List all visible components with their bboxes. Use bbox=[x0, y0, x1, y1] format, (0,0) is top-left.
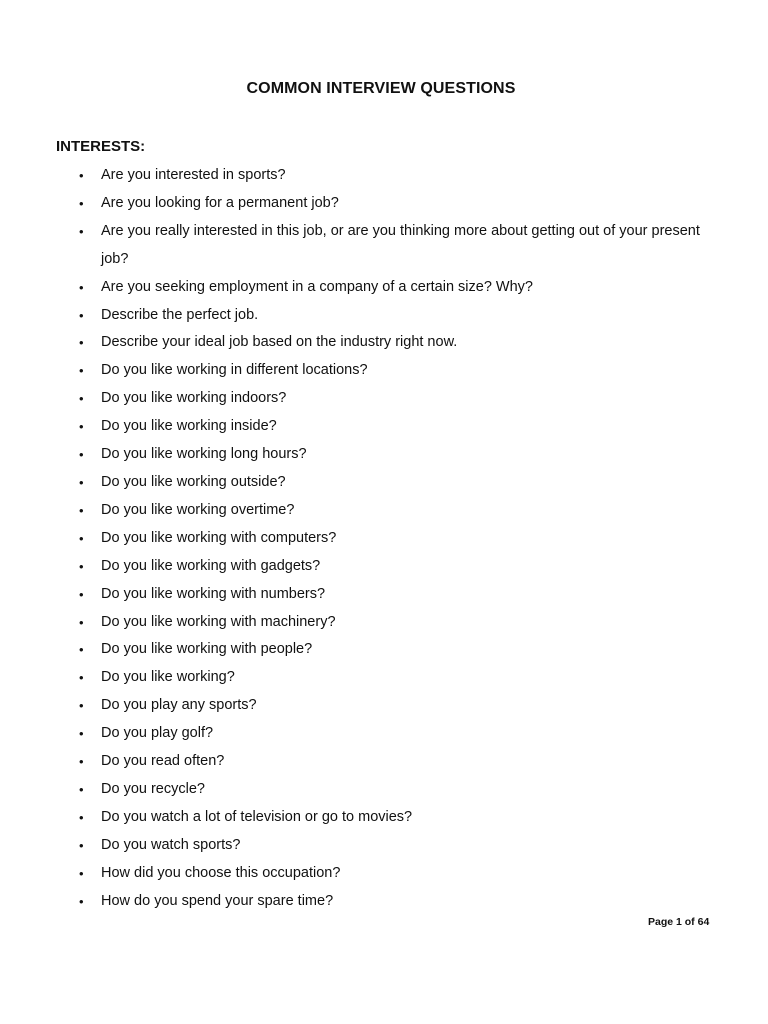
bullet-icon: • bbox=[79, 809, 84, 825]
list-item bbox=[0, 302, 700, 330]
list-item bbox=[0, 497, 700, 525]
question-text: Do you like working? bbox=[101, 669, 235, 686]
question-text: Describe your ideal job based on the industry right now. bbox=[101, 334, 458, 351]
question-text: Do you like working with numbers? bbox=[101, 585, 326, 602]
question-text: Do you like working inside? bbox=[101, 418, 277, 435]
list-item bbox=[0, 553, 700, 581]
list-item bbox=[0, 525, 700, 553]
list-item bbox=[0, 413, 700, 441]
question-text: How do you spend your spare time? bbox=[101, 892, 334, 909]
question-text: Do you recycle? bbox=[101, 780, 205, 797]
page-title: COMMON INTERVIEW QUESTIONS bbox=[246, 80, 516, 97]
bullet-icon: • bbox=[79, 530, 84, 546]
bullet-icon: • bbox=[79, 307, 84, 323]
bullet-icon: • bbox=[79, 893, 84, 909]
question-text: Do you like working with machinery? bbox=[101, 613, 336, 630]
bullet-icon: • bbox=[79, 447, 84, 463]
question-text: Do you like working with computers? bbox=[101, 529, 337, 546]
list-item bbox=[0, 190, 700, 218]
list-item bbox=[0, 162, 700, 190]
question-text: Do you like working outside? bbox=[101, 473, 286, 490]
bullet-icon: • bbox=[79, 391, 84, 407]
bullet-icon: • bbox=[79, 474, 84, 490]
list-item bbox=[0, 609, 700, 637]
question-text: Are you looking for a permanent job? bbox=[101, 194, 339, 211]
bullet-icon: • bbox=[79, 698, 84, 714]
bullet-icon: • bbox=[79, 642, 84, 658]
bullet-icon: • bbox=[79, 781, 84, 797]
question-text: Do you like working with gadgets? bbox=[101, 557, 321, 574]
bullet-icon: • bbox=[79, 558, 84, 574]
bullet-icon: • bbox=[79, 670, 84, 686]
bullet-icon: • bbox=[79, 837, 84, 853]
bullet-icon: • bbox=[79, 586, 84, 602]
list-item bbox=[0, 441, 700, 469]
list-item bbox=[0, 832, 700, 860]
bullet-icon: • bbox=[79, 419, 84, 435]
question-text: Do you play any sports? bbox=[101, 697, 257, 714]
bullet-icon: • bbox=[79, 168, 84, 183]
bullet-icon: • bbox=[79, 865, 84, 881]
bullet-icon: • bbox=[79, 502, 84, 518]
bullet-icon: • bbox=[79, 726, 84, 742]
question-text: Do you read often? bbox=[101, 753, 225, 770]
bullet-icon: • bbox=[79, 335, 84, 351]
question-list bbox=[0, 162, 700, 915]
question-text: Are you seeking employment in a company of a certain size? Why? bbox=[101, 278, 533, 295]
list-item bbox=[0, 888, 700, 916]
bullet-icon: • bbox=[79, 614, 84, 630]
question-text: Do you like working with people? bbox=[101, 641, 313, 658]
bullet-icon: • bbox=[79, 279, 84, 295]
list-item bbox=[0, 748, 700, 776]
question-text: Do you like working indoors? bbox=[101, 390, 287, 407]
bullet-icon: • bbox=[79, 754, 84, 770]
list-item bbox=[0, 636, 700, 664]
list-item bbox=[0, 720, 700, 748]
list-item bbox=[0, 469, 700, 497]
question-text: Are you really interested in this job, or are you thinking more about getting out of your present job? bbox=[101, 222, 700, 267]
list-item bbox=[0, 385, 700, 413]
list-item bbox=[0, 329, 700, 357]
question-text: Do you watch sports? bbox=[101, 836, 241, 853]
question-text: Are you interested in sports? bbox=[101, 167, 286, 183]
list-item bbox=[0, 357, 700, 385]
question-text: How did you choose this occupation? bbox=[101, 864, 341, 881]
list-item bbox=[0, 581, 700, 609]
bullet-icon: • bbox=[79, 195, 84, 211]
question-text: Describe the perfect job. bbox=[101, 306, 259, 323]
bullet-icon: • bbox=[79, 223, 84, 239]
page-number: Page 1 of 64 bbox=[648, 916, 710, 928]
list-item bbox=[0, 804, 700, 832]
list-item bbox=[0, 860, 700, 888]
question-text: Do you play golf? bbox=[101, 725, 214, 742]
section-heading: INTERESTS: bbox=[56, 138, 146, 155]
question-text: Do you like working long hours? bbox=[101, 446, 307, 463]
list-item bbox=[0, 664, 700, 692]
question-text: Do you watch a lot of television or go to movies? bbox=[101, 808, 413, 825]
question-text: Do you like working overtime? bbox=[101, 501, 295, 518]
list-item bbox=[0, 218, 700, 274]
list-item bbox=[0, 692, 700, 720]
question-text: Do you like working in different locations? bbox=[101, 362, 368, 379]
list-item bbox=[0, 776, 700, 804]
list-item bbox=[0, 274, 700, 302]
bullet-icon: • bbox=[79, 363, 84, 379]
